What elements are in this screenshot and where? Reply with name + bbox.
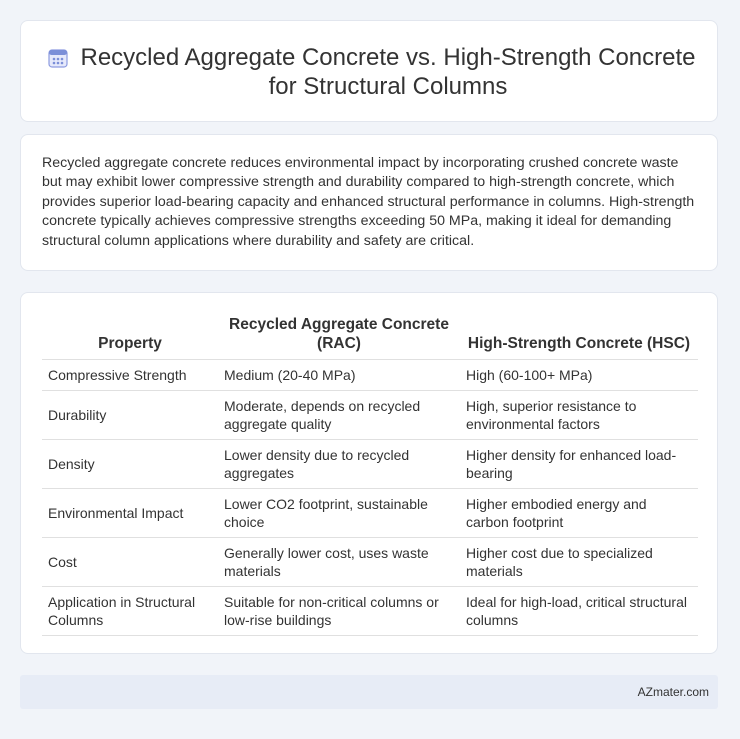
table-cell: Lower density due to recycled aggregates: [218, 440, 460, 489]
table-cell: Density: [42, 440, 218, 489]
summary-text: Recycled aggregate concrete reduces environmental impact by incorporating crushed concrete waste but may exhibit lower compressive strength and durability compared to high-strength concrete, which provides superior load-bearing capacity and enhanced structural performance in columns. High-strength concrete typically achieves compressive strengths exceeding 50 MPa, making it ideal for demanding structural column applications where durability and safety are critical.: [42, 155, 695, 249]
page-title: Recycled Aggregate Concrete vs. High-Strength Concrete for Structural Columns: [80, 44, 696, 100]
footer-brand[interactable]: AZmater.com: [637, 685, 709, 699]
table-cell: Environmental Impact: [42, 489, 218, 538]
table-cell: Moderate, depends on recycled aggregate quality: [218, 391, 460, 440]
header-card: [20, 20, 718, 122]
table-row: [42, 587, 698, 636]
table-header-row: [42, 311, 698, 360]
column-header-hsc: High-Strength Concrete (HSC): [460, 311, 698, 360]
column-header-rac: Recycled Aggregate Concrete (RAC): [218, 311, 460, 360]
table-cell: Higher density for enhanced load-bearing: [460, 440, 698, 489]
table-row: [42, 360, 698, 391]
table-cell: Medium (20-40 MPa): [218, 360, 460, 391]
table-cell: High (60-100+ MPa): [460, 360, 698, 391]
table-cell: Cost: [42, 538, 218, 587]
table-cell: Compressive Strength: [42, 360, 218, 391]
table-cell: Higher embodied energy and carbon footprint: [460, 489, 698, 538]
footer-bar: [20, 675, 718, 709]
table-cell: Application in Structural Columns: [42, 587, 218, 636]
column-header-property: Property: [42, 311, 218, 360]
table-cell: Higher cost due to specialized materials: [460, 538, 698, 587]
summary-card: [20, 134, 718, 271]
table-cell: Suitable for non-critical columns or low-rise buildings: [218, 587, 460, 636]
comparison-table: [42, 311, 698, 636]
table-row: [42, 489, 698, 538]
table-cell: Durability: [42, 391, 218, 440]
table-cell: Ideal for high-load, critical structural columns: [460, 587, 698, 636]
table-cell: Generally lower cost, uses waste materials: [218, 538, 460, 587]
comparison-table-card: [20, 292, 718, 654]
table-cell: Lower CO2 footprint, sustainable choice: [218, 489, 460, 538]
table-cell: High, superior resistance to environmental factors: [460, 391, 698, 440]
table-row: [42, 391, 698, 440]
table-row: [42, 538, 698, 587]
table-row: [42, 440, 698, 489]
